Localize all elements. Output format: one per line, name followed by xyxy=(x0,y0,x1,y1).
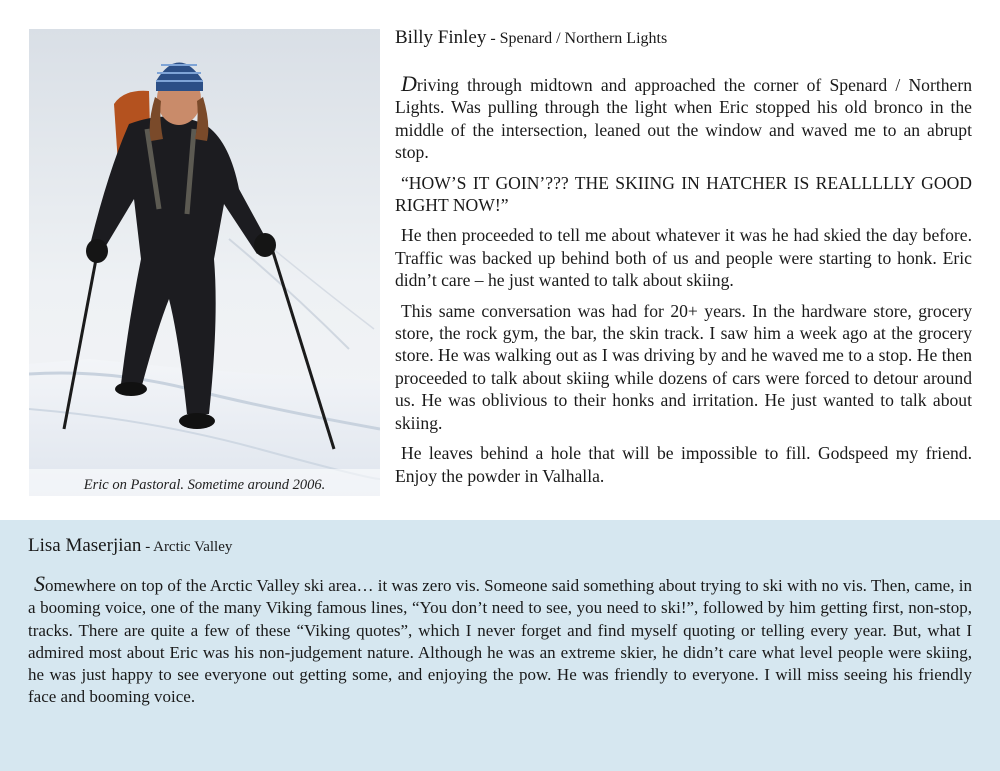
paragraph-5: He leaves behind a hole that will be impossible to fill. Godspeed my friend. Enjoy the powder in Valhalla. xyxy=(395,443,972,486)
skier-photo-illustration xyxy=(29,29,380,496)
paragraph-4: This same conversation was had for 20+ years. In the hardware store, grocery store, the rock gym, the bar, the skin track. I saw him a week ago at the grocery store. He was walking out as I was driving by and he waved me to a stop. He then proceeded to talk about skiing while dozens of cars were forced to detour around us. He was oblivious to their honks and irritation. He just wanted to talk about skiing. xyxy=(395,300,972,433)
drop-cap: S xyxy=(34,571,45,596)
drop-cap: D xyxy=(401,71,417,96)
tribute-billy-finley xyxy=(395,26,972,495)
tribute-lisa-maserjian xyxy=(28,534,972,709)
paragraph-1-text: riving through midtown and approached the corner of Spenard / Northern Lights. Was pulling through the light when Eric stopped his old bronco in the middle of the intersection, leaned out the window and waved me to an abrupt stop. xyxy=(395,75,972,163)
tribute-band xyxy=(0,520,1000,771)
skier-photo xyxy=(29,29,380,496)
paragraph-1 xyxy=(28,573,972,709)
tribute-heading xyxy=(395,26,972,51)
paragraph-2: “HOW’S IT GOIN’??? THE SKIING IN HATCHER IS REALLLLLY GOOD RIGHT NOW!” xyxy=(395,172,972,216)
author-name: Billy Finley xyxy=(395,27,487,48)
paragraph-1-text: omewhere on top of the Arctic Valley ski area… it was zero vis. Someone said something about trying to ski with no vis. Then, came, in a booming voice, one of the many Viking famous lines, “You don’t need to see, you need to ski!”, followed by him getting first, non-stop, tracks. There are quite a few of these “Viking quotes”, which I never forget and find myself quoting or telling every year. But, what I admired most about Eric was his non-judgement nature. Although he was an extreme skier, he didn’t care what level people were skiing, he was just happy to see everyone out getting some, and enjoying the pow. He was friendly to everyone. I will miss seeing his friendly face and booming voice. xyxy=(28,576,972,707)
paragraph-1 xyxy=(395,73,972,164)
paragraph-3: He then proceeded to tell me about whatever it was he had skied the day before. Traffic was backed up behind both of us and people were starting to honk. Eric didn’t care – he just wanted to talk about skiing. xyxy=(395,225,972,291)
heading-separator: - xyxy=(141,539,154,555)
location-name: Arctic Valley xyxy=(153,539,233,555)
heading-separator: - xyxy=(486,30,500,47)
author-name: Lisa Maserjian xyxy=(28,535,142,556)
tribute-heading xyxy=(28,534,972,559)
photo-caption: Eric on Pastoral. Sometime around 2006. xyxy=(83,477,326,493)
location-name: Spenard / Northern Lights xyxy=(499,30,668,47)
